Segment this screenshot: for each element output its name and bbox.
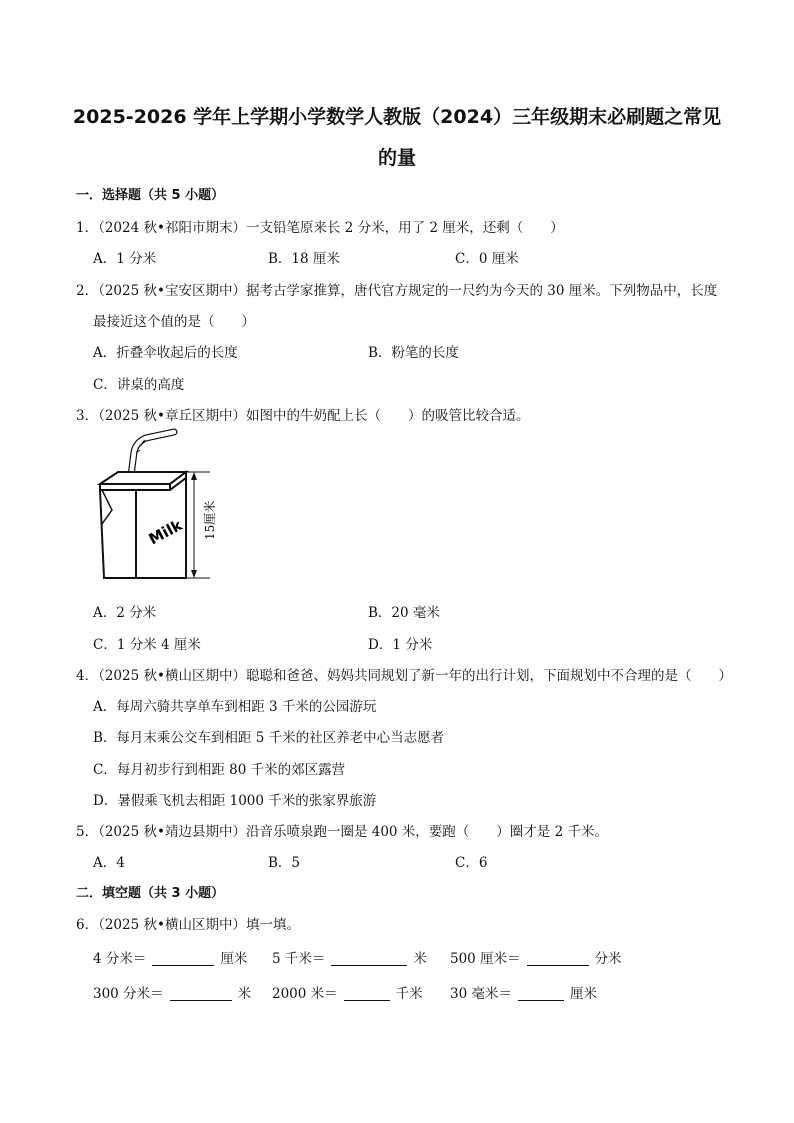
q6-item-5: 2000 米＝ 千米: [272, 986, 423, 1002]
q4-option-d: D．暑假乘飞机去相距 1000 千米的张家界旅游: [93, 793, 377, 809]
q3-option-d: D．1 分米: [368, 637, 433, 653]
q4-option-a: A．每周六骑共享单车到相距 3 千米的公园游玩: [93, 699, 377, 715]
q5-option-c: C．6: [455, 855, 488, 871]
q6-item-6: 30 毫米＝ 厘米: [450, 986, 597, 1002]
q5-option-b: B．5: [268, 855, 301, 871]
question-5-stem: 5．（2025 秋•靖边县期中）沿音乐喷泉跑一圈是 400 米，要跑（ ）圈才是 2 千米。: [76, 824, 608, 840]
q6-item-3: 500 厘米＝ 分米: [450, 951, 622, 967]
question-6-stem: 6．（2025 秋•横山区期中）填一填。: [76, 917, 300, 933]
q1-option-c: C．0 厘米: [455, 251, 519, 267]
q5-option-a: A．4: [93, 855, 125, 871]
milk-carton-figure: [90, 428, 240, 586]
dimension-arrow-bottom: [191, 570, 197, 578]
question-2-stem-line1: 2．（2025 秋•宝安区期中）据考古学家推算，唐代官方规定的一尺约为今天的 30 厘米。下列物品中，长度: [76, 283, 718, 299]
question-3-stem: 3．（2025 秋•章丘区期中）如图中的牛奶配上长（ ）的吸管比较合适。: [76, 408, 530, 424]
q6-item-2: 5 千米＝ 米: [272, 951, 427, 967]
q4-option-b: B．每月末乘公交车到相距 5 千米的社区养老中心当志愿者: [93, 730, 445, 746]
q6-item-1: 4 分米＝ 厘米: [93, 951, 248, 967]
section-heading-fill: 二．填空题（共 3 小题）: [76, 886, 225, 901]
dimension-label: 15厘米: [203, 500, 217, 540]
carton-left-face: [100, 490, 136, 578]
carton-label: Milk: [145, 516, 186, 549]
question-1-stem: 1．（2024 秋•祁阳市期末）一支铅笔原来长 2 分米，用了 2 厘米，还剩（ ）: [76, 220, 564, 236]
dimension-arrow-top: [191, 472, 197, 480]
q2-option-b: B．粉笔的长度: [368, 345, 459, 361]
page-title-line2: 的量: [377, 147, 416, 169]
page-title-line1: 2025-2026 学年上学期小学数学人教版（2024）三年级期末必刷题之常见: [72, 106, 722, 128]
question-4-stem: 4．（2025 秋•横山区期中）聪聪和爸爸、妈妈共同规划了新一年的出行计划，下面规划中不合理的是（ ）: [76, 668, 732, 684]
q3-option-a: A．2 分米: [93, 605, 157, 621]
q1-option-a: A．1 分米: [93, 251, 157, 267]
answer-blank[interactable]: [331, 951, 407, 966]
answer-blank[interactable]: [344, 986, 390, 1001]
answer-blank[interactable]: [527, 951, 589, 966]
question-2-stem-line2: 最接近这个值的是（ ）: [93, 314, 255, 330]
q2-option-a: A．折叠伞收起后的长度: [93, 345, 238, 361]
q3-option-b: B．20 毫米: [368, 605, 440, 621]
section-heading-choice: 一．选择题（共 5 小题）: [76, 188, 225, 203]
q2-option-c: C．讲桌的高度: [93, 377, 185, 393]
answer-blank[interactable]: [170, 986, 232, 1001]
q3-option-c: C．1 分米 4 厘米: [93, 637, 201, 653]
answer-blank[interactable]: [518, 986, 564, 1001]
answer-blank[interactable]: [152, 951, 214, 966]
q4-option-c: C．每月初步行到相距 80 千米的郊区露营: [93, 762, 346, 778]
q1-option-b: B．18 厘米: [268, 251, 340, 267]
q6-item-4: 300 分米＝ 米: [93, 986, 252, 1002]
